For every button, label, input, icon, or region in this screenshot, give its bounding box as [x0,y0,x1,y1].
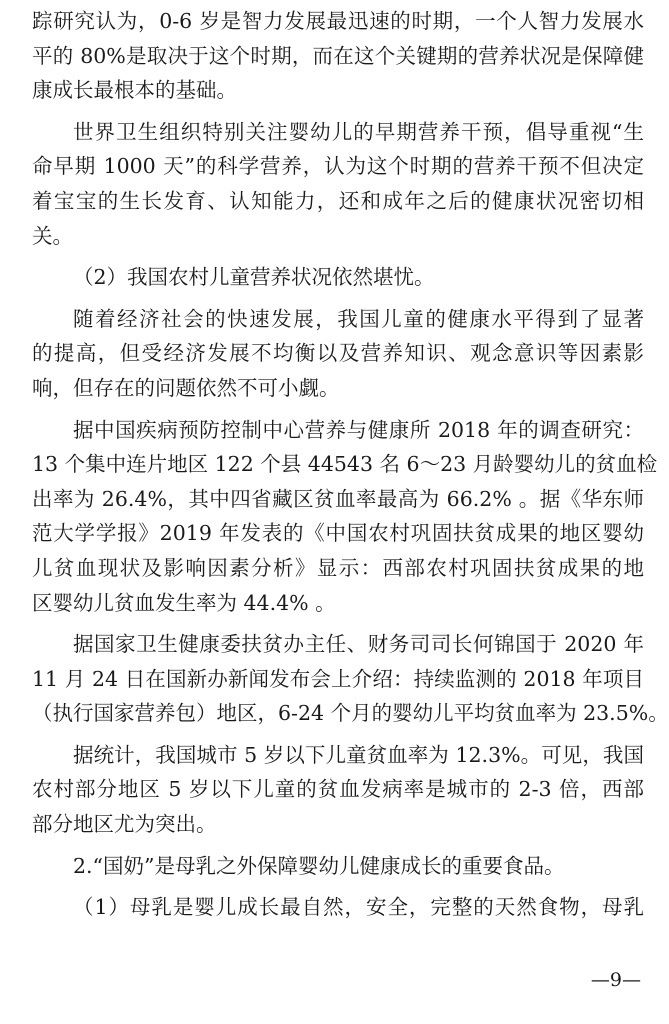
text-line: 康成长最根本的基础。 [32,78,237,103]
page-number: —9— [590,969,641,991]
text-line: 据中国疾病预防控制中心营养与健康所 2018 年的调查研究： [73,417,644,442]
body-text [32,4,669,925]
section-heading: （2）我国农村儿童营养状况依然堪忧。 [73,265,435,290]
text-line: 据统计，我国城市 5 岁以下儿童贫血率为 12.3%。可见，我国 [73,742,644,767]
text-line: （执行国家营养包）地区，6-24 个月的婴幼儿平均贫血率为 23.5%。 [32,701,669,726]
text-line: 11 月 24 日在国新办新闻发布会上介绍：持续监测的 2018 年项目 [32,666,644,691]
text-line: 关。 [32,223,73,248]
text-line: 的提高，但受经济发展不均衡以及营养知识、观念意识等因素影 [32,341,644,366]
text-line: 着宝宝的生长发育、认知能力，还和成年之后的健康状况密切相 [32,188,644,213]
text-line: 区婴幼儿贫血发生率为 44.4% 。 [32,590,336,615]
text-line: 世界卫生组织特别关注婴幼儿的早期营养干预，倡导重视“生 [73,119,644,144]
text-line: 农村部分地区 5 岁以下儿童的贫血发病率是城市的 2-3 倍，西部 [32,777,644,802]
text-line: 随着经济社会的快速发展，我国儿童的健康水平得到了显著 [73,306,644,331]
text-line: 儿贫血现状及影响因素分析》显示：西部农村巩固扶贫成果的地 [32,555,644,580]
section-heading: 2.“国奶”是母乳之外保障婴幼儿健康成长的重要食品。 [73,853,565,878]
text-line: 踪研究认为，0-6 岁是智力发展最迅速的时期，一个人智力发展水 [32,9,644,33]
text-line: 平的 80%是取决于这个时期，而在这个关键期的营养状况是保障健 [32,43,644,68]
text-line: 命早期 1000 天”的科学营养，认为这个时期的营养干预不但决定 [32,154,644,179]
text-line: 13 个集中连片地区 122 个县 44543 名 6～23 月龄婴幼儿的贫血检 [32,452,658,477]
text-line: （1）母乳是婴儿成长最自然，安全，完整的天然食物，母乳 [73,895,644,920]
text-line: 部分地区尤为突出。 [32,812,217,837]
text-line: 据国家卫生健康委扶贫办主任、财务司司长何锦国于 2020 年 [73,632,644,657]
text-line: 出率为 26.4%，其中四省藏区贫血率最高为 66.2% 。据《华东师 [32,486,644,511]
text-line: 响，但存在的问题依然不可小觑。 [32,375,340,400]
text-line: 范大学学报》2019 年发表的《中国农村巩固扶贫成果的地区婴幼 [32,521,644,546]
